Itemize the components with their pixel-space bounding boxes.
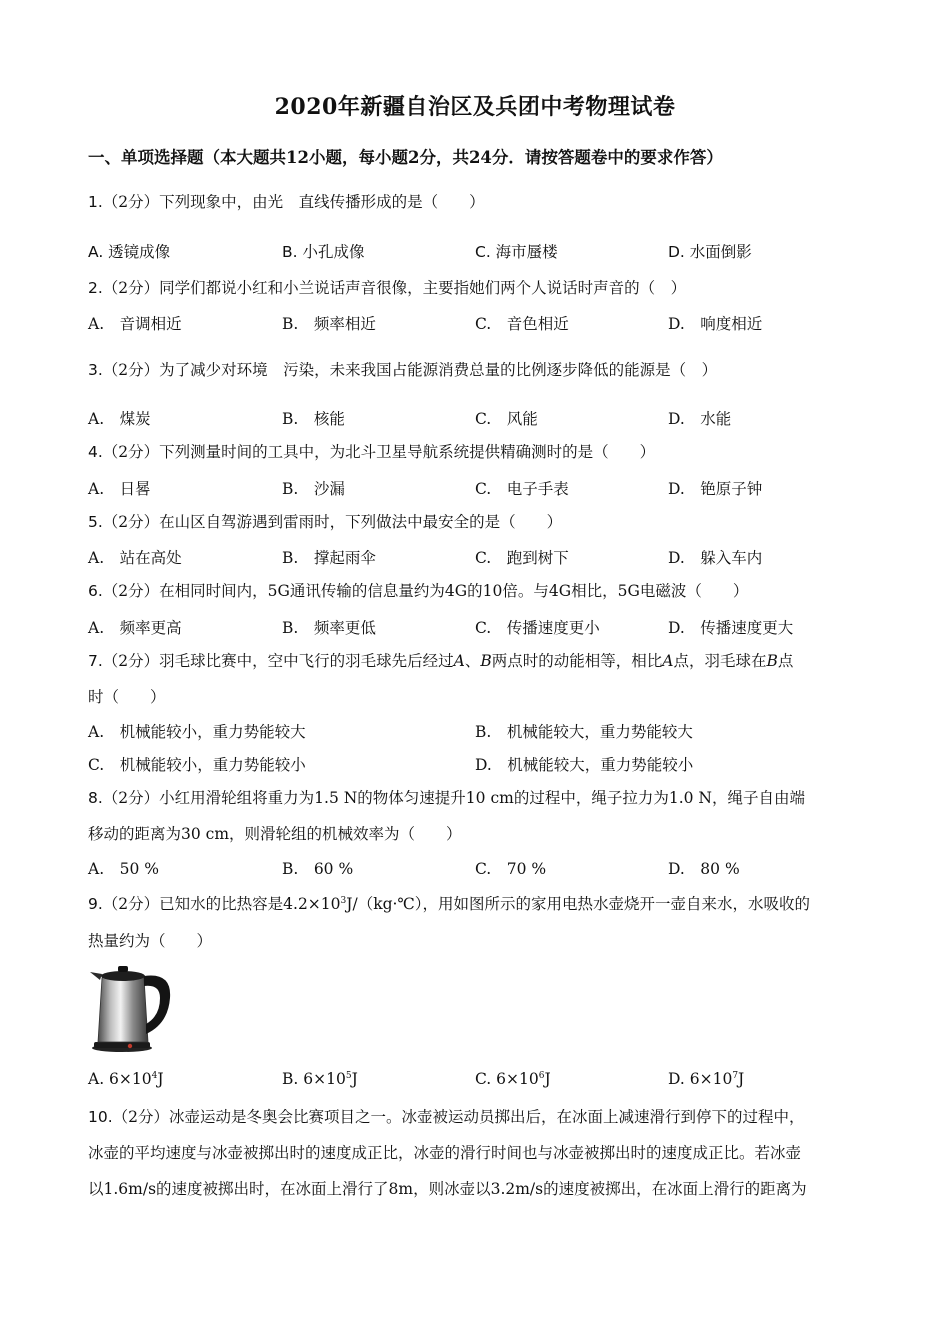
- option-c: C. 跑到树下: [475, 549, 569, 567]
- question-text: （2分）同学们都说小红和小兰说话声音很像，主要指她们两个人说话时声音的（ ）: [102, 279, 687, 297]
- option-c: C. 电子手表: [475, 480, 569, 498]
- option-c: C. 音色相近: [475, 315, 569, 333]
- option-c: C. $6\times 10^6J$: [475, 1070, 551, 1088]
- option-a: A. 频率更高: [88, 619, 182, 637]
- option-b: B. 频率更低: [282, 619, 376, 637]
- option-c: C. 风能: [475, 410, 538, 428]
- question-text: （2分）下列现象中，由光 直线传播形成的是（ ）: [102, 193, 485, 211]
- question-9-line2: 热量约为（ ）: [88, 932, 213, 950]
- electric-kettle-image: [86, 958, 176, 1054]
- option-a: A. 50 %: [88, 860, 159, 878]
- option-b: B. 沙漏: [282, 480, 345, 498]
- option-c: C. 70 %: [475, 860, 547, 878]
- question-7: 7.（2分）羽毛球比赛中，空中飞行的羽毛球先后经过A、B两点时的动能相等，相比A点，羽毛球在B点: [88, 652, 794, 670]
- question-text: （2分）冰壶运动是冬奥会比赛项目之一。冰壶被运动员掷出后，在冰面上减速滑行到停下的过程中，: [112, 1108, 805, 1126]
- question-2: 2.（2分）同学们都说小红和小兰说话声音很像，主要指她们两个人说话时声音的（ ）: [88, 279, 687, 297]
- option-b: B. 核能: [282, 410, 345, 428]
- question-5: 5.（2分）在山区自驾游遇到雷雨时，下列做法中最安全的是（ ）: [88, 513, 563, 531]
- option-d: D. 机械能较大，重力势能较小: [475, 756, 694, 774]
- option-a: A. 透镜成像: [88, 243, 171, 261]
- question-1: 1.（2分）下列现象中，由光 直线传播形成的是（ ）: [88, 193, 485, 211]
- question-text: （2分）小红用滑轮组将重力为1.5 N的物体匀速提升10 cm的过程中，绳子拉力为1.0 N，绳子自由端: [102, 789, 805, 807]
- option-b: B. 撑起雨伞: [282, 549, 376, 567]
- option-d: D. 水能: [668, 410, 732, 428]
- option-b: B. 频率相近: [282, 315, 376, 333]
- option-c: C. 海市蜃楼: [475, 243, 558, 261]
- option-c: C. 机械能较小，重力势能较小: [88, 756, 306, 774]
- option-d: D. 传播速度更大: [668, 619, 794, 637]
- option-a: A. 站在高处: [88, 549, 182, 567]
- question-8: 8.（2分）小红用滑轮组将重力为1.5 N的物体匀速提升10 cm的过程中，绳子拉力为1.0 N，绳子自由端: [88, 789, 805, 807]
- option-d: D. 躲入车内: [668, 549, 763, 567]
- option-d: D. 80 %: [668, 860, 740, 878]
- option-b: B. 小孔成像: [282, 243, 365, 261]
- question-8-line2: 移动的距离为30 cm，则滑轮组的机械效率为（ ）: [88, 825, 462, 843]
- option-d: D. $6\times 10^7J$: [668, 1070, 745, 1088]
- option-b: B. 60 %: [282, 860, 354, 878]
- option-d: D. 响度相近: [668, 315, 763, 333]
- question-3: 3.（2分）为了减少对环境 污染，未来我国占能源消费总量的比例逐步降低的能源是（ ）: [88, 361, 718, 379]
- option-a: A. $6\times 10^4J$: [88, 1070, 164, 1088]
- question-10-line3: 以1.6m/s的速度被掷出时，在冰面上滑行了8m，则冰壶以3.2m/s的速度被掷出，在冰面上滑行的距离为: [88, 1180, 807, 1198]
- question-4: 4.（2分）下列测量时间的工具中，为北斗卫星导航系统提供精确测时的是（ ）: [88, 443, 656, 461]
- question-6: 6.（2分）在相同时间内，5G通讯传输的信息量约为4G的10倍。与4G相比，5G电磁波（ ）: [88, 582, 749, 600]
- option-d: D. 铯原子钟: [668, 480, 763, 498]
- option-a: A. 煤炭: [88, 410, 151, 428]
- question-9: 9.（2分）已知水的比热容是$4.2\times 10^3J/(kg\cdot℃)$，用如图所示的家用电热水壶烧开一壶自来水，水吸收的: [88, 895, 811, 913]
- option-a: A. 音调相近: [88, 315, 182, 333]
- option-b: B. 机械能较大，重力势能较大: [475, 723, 693, 741]
- question-text: （2分）在山区自驾游遇到雷雨时，下列做法中最安全的是（ ）: [102, 513, 563, 531]
- section-heading: 一、单项选择题（本大题共12小题，每小题2分，共24分．请按答题卷中的要求作答）: [88, 148, 723, 167]
- question-text: （2分）下列测量时间的工具中，为北斗卫星导航系统提供精确测时的是（ ）: [102, 443, 656, 461]
- question-10: 10.（2分）冰壶运动是冬奥会比赛项目之一。冰壶被运动员掷出后，在冰面上减速滑行到停下的过程中，: [88, 1108, 805, 1126]
- option-a: A. 机械能较小，重力势能较大: [88, 723, 306, 741]
- question-text: （2分）为了减少对环境 污染，未来我国占能源消费总量的比例逐步降低的能源是（ ）: [102, 361, 718, 379]
- question-10-line2: 冰壶的平均速度与冰壶被掷出时的速度成正比，冰壶的滑行时间也与冰壶被掷出时的速度成正比。若冰壶: [88, 1144, 802, 1162]
- option-c: C. 传播速度更小: [475, 619, 600, 637]
- option-a: A. 日晷: [88, 480, 151, 498]
- question-text: （2分）在相同时间内，5G通讯传输的信息量约为4G的10倍。与4G相比，5G电磁波（ ）: [102, 582, 749, 600]
- page-title: 2020年新疆自治区及兵团中考物理试卷: [274, 94, 676, 120]
- option-d: D. 水面倒影: [668, 243, 752, 261]
- question-7-line2: 时（ ）: [88, 688, 166, 706]
- option-b: B. $6\times 10^5J$: [282, 1070, 358, 1088]
